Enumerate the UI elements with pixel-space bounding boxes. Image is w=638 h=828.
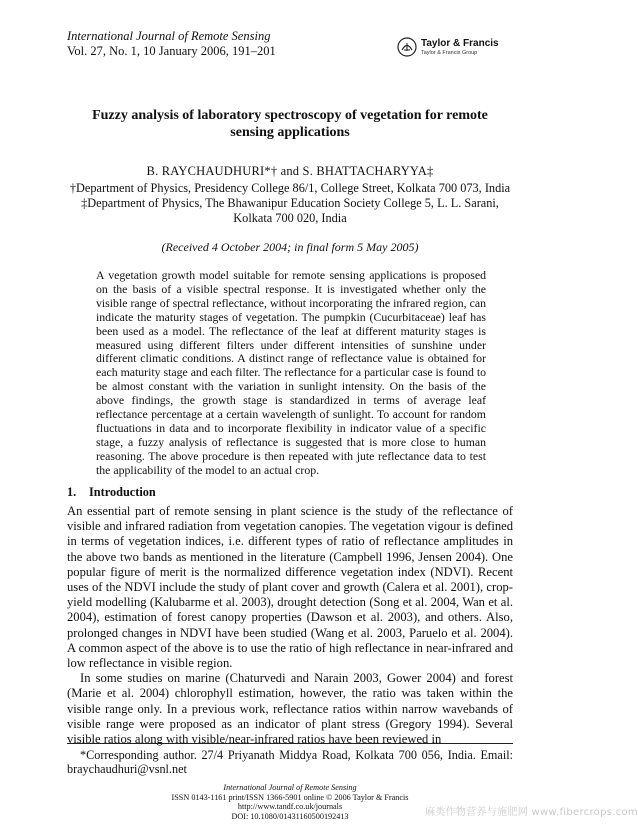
body-paragraph: An essential part of remote sensing in plant science is the study of the reflectance of visible and infrared radiation from vegetation canopies. The vegetation vigour is defined in terms of vegetation indices, i.e. different types of ratio of reflectance amplitudes in the above two bands as mentioned in the literature (Campbell 1996, Jensen 2004). One popular figure of merit is the normalized difference vegetation index (NDVI). Recent uses of the NDVI include the study of plant cover and growth (Calera et al. 2001), crop-yield modelling (Kalubarme et al. 2003), drought detection (Song et al. 2004, Wan et al. 2004), estimation of forest canopy properties (Dawson et al. 2003), and others. Also, prolonged changes in NDVI have been studied (Wang et al. 2003, Paruelo et al. 2004). A common aspect of the above is to use the ratio of high reflectance in near-infrared and low reflectance in visible region. (67, 504, 514, 671)
footer-issn: ISSN 0143-1161 print/ISSN 1366-5901 online © 2006 Taylor & Francis (171, 792, 409, 802)
journal-citation: Vol. 27, No. 1, 10 January 2006, 191–201 (67, 44, 276, 58)
corresponding-author-footnote (67, 748, 513, 776)
journal-header (67, 29, 276, 59)
site-watermark: 麻类作物营养与施肥网 www.fibercrops.com (425, 807, 638, 818)
publisher-group: Taylor & Francis Group (421, 50, 478, 56)
journal-name: International Journal of Remote Sensing (67, 29, 271, 43)
footnote-divider (67, 743, 513, 744)
page-footer (140, 783, 440, 821)
article-title-line: Fuzzy analysis of laboratory spectroscopy of vegetation for remote (92, 108, 488, 123)
footer-doi: DOI: 10.1080/01431160500192413 (231, 811, 349, 821)
publisher-name: Taylor & Francis (421, 38, 499, 49)
footnote-text: *Corresponding author. 27/4 Priyanath Middya Road, Kolkata 700 056, India. Email: braychaudhuri@vsnl.net (67, 748, 513, 776)
received-dates: (Received 4 October 2004; in final form 5 May 2005) (161, 240, 419, 254)
affiliation-line: ‡Department of Physics, The Bhawanipur Education Society College 5, L. L. Sarani, (81, 196, 499, 210)
footer-journal: International Journal of Remote Sensing (223, 783, 357, 792)
affiliation-line: †Department of Physics, Presidency College 86/1, College Street, Kolkata 700 073, India (69, 181, 511, 195)
article-authors: B. RAYCHAUDHURI*† and S. BHATTACHARYYA‡ (146, 164, 434, 178)
taylor-francis-logo-icon (397, 37, 417, 57)
abstract-text: A vegetation growth model suitable for remote sensing applications is proposed on the basis of a visible spectral response. It is investigated whether only the visible range of spectral reflectance, without incorporating the infrared region, can indicate the maturity stages of vegetation. The pumpkin (Cucurbitaceae) leaf has been used as a model. The reflectance of the leaf at different maturity stages is measured using different filters under different intensities of sunshine under different climatic conditions. A distinct range of reflectance value is obtained for each maturity stage and each filter. The reflectance for a particular case is found to be almost constant with the variation in sunlight intensity. On the basis of the above findings, the growth stage is standardized in terms of average leaf reflectance percentage at a certain wavelength of sunlight. To account for random fluctuations in data and to incorporate flexibility in indicator value of a specific stage, a fuzzy analysis of reflectance is suggested that is more close to human reasoning. The above procedure is then repeated with jute reflectance data to test the applicability of the model to an actual crop. (96, 268, 486, 477)
body-text (67, 504, 513, 747)
affiliation-line: Kolkata 700 020, India (233, 211, 347, 225)
article-title-line: sensing applications (230, 125, 350, 140)
publisher-logo (397, 37, 517, 61)
section-title: Introduction (89, 485, 156, 499)
section-heading (67, 485, 156, 500)
article-title (60, 107, 520, 141)
body-paragraph: In some studies on marine (Chaturvedi and Narain 2003, Gower 2004) and forest (Marie et al. 2004) chlorophyll estimation, however, the ratio was taken within the visible range only. In a previous work, reflectance ratios within narrow wavebands of visible range were proposed as an indicator of plant stress (Gregory 1994). Several visible ratios along with visible/near-infrared ratios have been reviewed in (67, 671, 513, 747)
section-number: 1. (67, 485, 77, 499)
footer-url: http://www.tandf.co.uk/journals (237, 802, 343, 812)
